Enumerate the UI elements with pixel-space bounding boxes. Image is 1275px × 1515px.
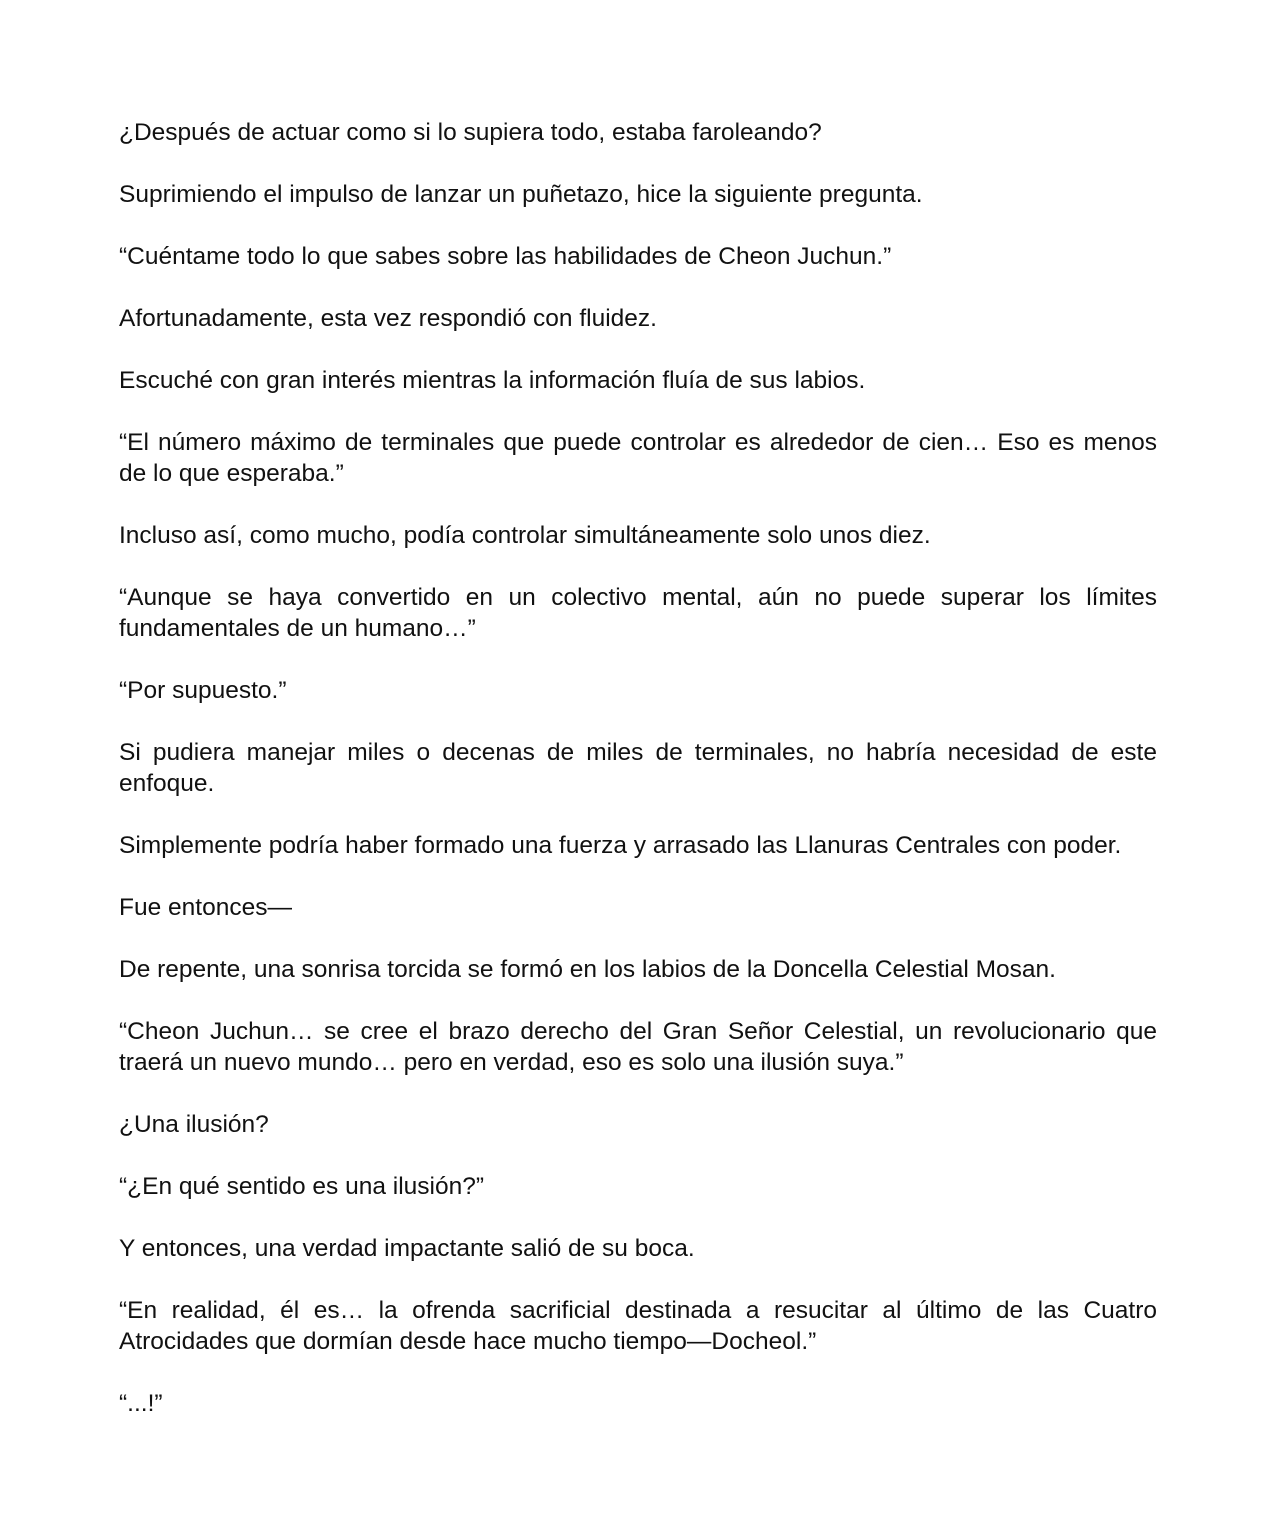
document-page [119,117,1157,1419]
paragraph: De repente, una sonrisa torcida se formó en los labios de la Doncella Celestial Mosan. [119,956,1056,983]
paragraph: “Cuéntame todo lo que sabes sobre las habilidades de Cheon Juchun.” [119,243,892,270]
paragraph: “El número máximo de terminales que puede controlar es alrededor de cien… Eso es menos de lo que esperaba.” [119,429,1157,487]
paragraph: “...!” [119,1390,163,1417]
paragraph: “Aunque se haya convertido en un colectivo mental, aún no puede superar los límites fundamentales de un humano…” [119,584,1157,642]
paragraph: ¿Después de actuar como si lo supiera todo, estaba faroleando? [119,119,822,146]
paragraph: “Por supuesto.” [119,677,287,704]
paragraph: Simplemente podría haber formado una fuerza y arrasado las Llanuras Centrales con poder. [119,832,1122,859]
paragraph: Incluso así, como mucho, podía controlar simultáneamente solo unos diez. [119,522,931,549]
paragraph: Escuché con gran interés mientras la información fluía de sus labios. [119,367,866,394]
paragraph: “¿En qué sentido es una ilusión?” [119,1173,484,1200]
paragraph: Fue entonces— [119,894,292,921]
paragraph: “En realidad, él es… la ofrenda sacrificial destinada a resucitar al último de las Cuatro Atrocidades que dormían desde hace mucho tiempo—Docheol.” [119,1297,1157,1355]
paragraph: “Cheon Juchun… se cree el brazo derecho del Gran Señor Celestial, un revolucionario que traerá un nuevo mundo… pero en verdad, eso es solo una ilusión suya.” [119,1018,1157,1076]
paragraph: ¿Una ilusión? [119,1111,269,1138]
paragraph: Y entonces, una verdad impactante salió de su boca. [119,1235,695,1262]
paragraph: Si pudiera manejar miles o decenas de miles de terminales, no habría necesidad de este enfoque. [119,739,1157,797]
paragraph: Afortunadamente, esta vez respondió con fluidez. [119,305,657,332]
paragraph: Suprimiendo el impulso de lanzar un puñetazo, hice la siguiente pregunta. [119,181,923,208]
